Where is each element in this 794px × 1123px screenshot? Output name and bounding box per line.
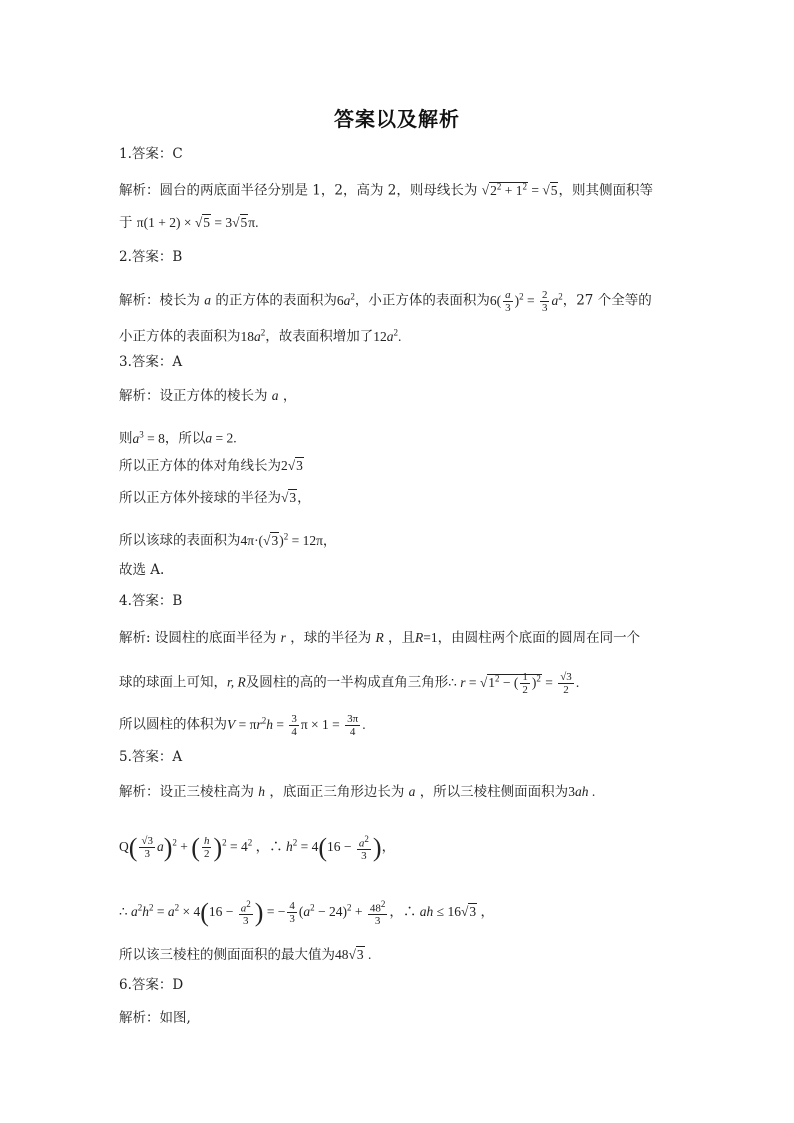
analysis-text: 于 xyxy=(119,215,133,231)
analysis-4-line-3 xyxy=(119,710,366,738)
analysis-text: ，故表面积增加了 xyxy=(265,328,374,345)
analysis-1-line-1 xyxy=(119,176,653,201)
math-formula: 2√3 xyxy=(281,458,303,473)
analysis-3-line-4 xyxy=(119,488,311,508)
analysis-5-line-4 xyxy=(119,945,371,965)
answer-4: 4.答案：B xyxy=(119,593,183,609)
math-var: a xyxy=(204,292,212,308)
analysis-text: 解析: 设圆柱的底面半径为 xyxy=(119,630,277,646)
math-formula: 3ah . xyxy=(568,784,596,799)
math-formula: Q( $\frac{√3}{3}$ a)$^2$ + ( $\frac{h}{2}$ )$^2 = 4^2$ ，∴ $h^2 = 4(16$ − $\frac{a^2}{3}$ )， xyxy=(119,832,396,863)
analysis-text: 所以正方体的体对角线长为 xyxy=(119,458,281,474)
analysis-text: 及圆柱的高的一半构成直角三角形 xyxy=(245,674,449,691)
math-var: h xyxy=(258,784,266,799)
math-formula: $a^3 = 8$ xyxy=(132,429,165,446)
answer-5: 5.答案：A xyxy=(119,749,183,765)
answer-1: 1.答案：C xyxy=(119,146,183,162)
analysis-text: 小正方体的表面积为 xyxy=(119,328,241,345)
math-formula: √3， xyxy=(281,490,311,505)
analysis-text: 则 xyxy=(119,430,133,447)
math-formula: ∴ $a^2h^2 = a^2 \times 4(16$ − $\frac{a^2}{3}$ ) = − $\frac{4}{3}$ $(a^2 - 24)^2$ + $\frac{48^2}{3}$ ，∴ ah ≤ 16√3 ， xyxy=(119,897,494,928)
analysis-2-line-2 xyxy=(119,322,401,347)
analysis-5-line-3 xyxy=(119,897,494,927)
analysis-3-line-6: 故选 A. xyxy=(119,562,165,578)
analysis-text: ，球的半径为 xyxy=(290,630,372,646)
analysis-4-line-1 xyxy=(119,628,640,648)
analysis-text: 的正方体的表面积为 xyxy=(215,292,337,309)
analysis-text: 解析：设正方体的棱长为 xyxy=(119,388,268,404)
analysis-text: ，且 xyxy=(388,630,416,646)
analysis-5-line-2 xyxy=(119,832,395,862)
analysis-1-line-2 xyxy=(119,213,258,233)
analysis-text: 所以该球的表面积为 xyxy=(119,532,241,549)
math-var: a xyxy=(271,388,279,403)
analysis-3-line-2 xyxy=(119,424,237,449)
analysis-text: ，则其侧面积等 xyxy=(558,182,653,199)
math-formula: ∴ $r = √1^2$ − ( $\frac{1}{2}$ )$^2$ = $\frac{√3}{2}$ . xyxy=(448,670,580,696)
analysis-4-line-2 xyxy=(119,668,579,696)
analysis-text: 所以正方体外接球的半径为 xyxy=(119,490,281,506)
math-formula: $4\pi\cdot(√3)^2 = 12\pi$， xyxy=(240,531,337,548)
math-formula: a = 2. xyxy=(205,430,237,446)
page-title: 答案以及解析 xyxy=(334,107,460,131)
analysis-text: ，小正方体的表面积为 xyxy=(354,292,490,309)
math-formula: 48√3 . xyxy=(335,947,372,962)
math-formula: $6a^2$ xyxy=(336,291,355,308)
analysis-text: ，所以 xyxy=(164,430,206,447)
analysis-2-line-1 xyxy=(119,286,652,314)
analysis-text: 解析：设正三棱柱高为 xyxy=(119,784,254,800)
answer-3: 3.答案：A xyxy=(119,354,183,370)
math-formula: $18a^2$ xyxy=(240,327,266,344)
analysis-text: ，由圆柱两个底面的圆周在同一个 xyxy=(437,630,641,646)
math-formula: $12a^2$. xyxy=(373,327,402,344)
analysis-5-line-1 xyxy=(119,782,595,802)
math-formula: π(1 + 2) × √5 = 3√5π. xyxy=(136,215,259,230)
analysis-3-line-3 xyxy=(119,456,304,476)
analysis-text: ，27 个全等的 xyxy=(562,292,652,309)
math-formula: $V = \pi r^2h$ = $\frac{3}{4}$ π × 1 = $\frac{3\pi}{4}$ . xyxy=(227,712,366,738)
analysis-3-line-1 xyxy=(119,386,296,406)
analysis-text: 所以圆柱的体积为 xyxy=(119,716,227,733)
answer-2: 2.答案：B xyxy=(119,249,183,265)
analysis-text: ，底面正三角形边长为 xyxy=(269,784,405,800)
analysis-text: 所以该三棱柱的侧面面积的最大值为 xyxy=(119,947,335,963)
math-var: r xyxy=(280,630,286,645)
analysis-6-line-1: 解析：如图, xyxy=(119,1010,191,1026)
math-var: a xyxy=(408,784,416,799)
analysis-text: 球的球面上可知， xyxy=(119,674,227,691)
analysis-text: 解析：圆台的两底面半径分别是 1，2，高为 2，则母线长为 xyxy=(119,182,478,199)
analysis-text: ，所以三棱柱侧面面积为 xyxy=(419,784,569,800)
math-var: R xyxy=(375,630,384,645)
analysis-text: 解析：棱长为 xyxy=(119,292,200,309)
math-formula: 6( $\frac{a}{3}$ )$^2$ = $\frac{2}{3}$ $a^2$ xyxy=(489,288,563,314)
analysis-3-line-5 xyxy=(119,526,336,551)
math-formula: R=1 xyxy=(415,630,438,645)
analysis-text: ， xyxy=(282,388,297,404)
math-formula: $√2^2 + 1^2 = √5$ xyxy=(481,181,558,198)
answer-6: 6.答案：D xyxy=(119,977,184,993)
math-formula: r, R xyxy=(227,674,246,690)
